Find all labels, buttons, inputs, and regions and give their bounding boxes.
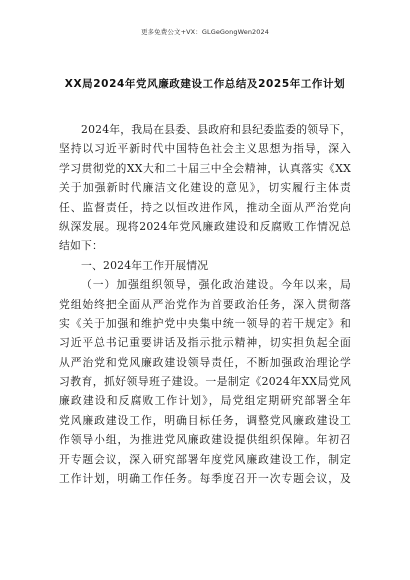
paragraph-line: 党组始终把全面从严治党作为首要政治任务，深入贯彻落 (59, 297, 351, 311)
paragraph-line: 结如下： (59, 239, 103, 253)
paragraph-line: 党风廉政建设工作，明确目标任务，调整党风廉政建设工 (59, 413, 351, 427)
paragraph-line: 工作计划，明确工作任务。每季度召开一次专题会议，及 (59, 472, 351, 486)
header-note: 更多免费公文+VX：GLGeGongWen2024 (140, 28, 269, 36)
paragraph-line: 作领导小组，为推进党风廉政建设提供组织保障。年初召 (59, 433, 351, 447)
paragraph-line: 廉政建设和反腐败工作计划》，局党组定期研究部署全年 (59, 394, 351, 408)
paragraph-line: （一）加强组织领导，强化政治建设。今年以来，局 (81, 278, 351, 292)
paragraph-line: 关于加强新时代廉洁文化建设的意见》，切实履行主体责 (59, 181, 351, 195)
paragraph-line: 实《关于加强和维护党中央集中统一领导的若干规定》和 (59, 316, 351, 330)
paragraph-line: 坚持以习近平新时代中国特色社会主义思想为指导，深入 (59, 142, 351, 156)
document-title: XX局2024年党风廉政建设工作总结及2025年工作计划 (64, 78, 346, 90)
paragraph-line: 习教育，抓好领导班子建设。一是制定《2024年XX局党风 (59, 375, 351, 389)
paragraph-line: 2024年，我局在县委、县政府和县纪委监委的领导下， (81, 123, 351, 136)
paragraph-line: 纵深发展。现将2024年党风廉政建设和反腐败工作情况总 (59, 219, 351, 233)
paragraph-line: 开专题会议，深入研究部署年度党风廉政建设工作，制定 (59, 452, 351, 466)
paragraph-line: 从严治党和党风廉政建设领导责任，不断加强政治理论学 (59, 355, 351, 369)
section-heading: 一、2024年工作开展情况 (81, 258, 209, 272)
document-body (59, 120, 351, 488)
paragraph-line: 习近平总书记重要讲话及指示批示精神，切实担负起全面 (59, 336, 351, 350)
paragraph-line: 任、监督责任，持之以恒改进作风，推动全面从严治党向 (59, 200, 351, 214)
paragraph-line: 学习贯彻党的XX大和二十届三中全会精神，认真落实《XX (59, 161, 351, 175)
